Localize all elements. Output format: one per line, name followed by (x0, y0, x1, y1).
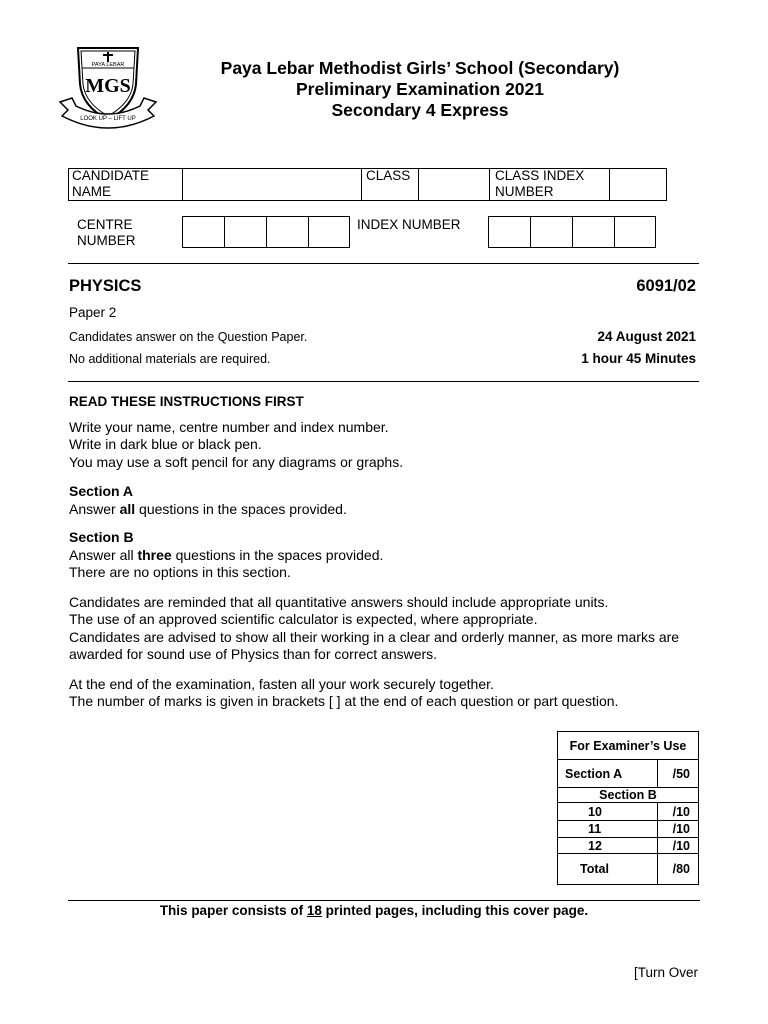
page-count: 18 (306, 903, 322, 918)
section-b-text: Answer all three questions in the spaces provided. (69, 546, 384, 563)
question-marks: /10 (658, 821, 699, 838)
crest-banner-text: PAYA LEBAR (91, 62, 125, 68)
section-a-title: Section A (69, 483, 134, 499)
question-marks: /10 (658, 838, 699, 854)
instruction-line: You may use a soft pencil for any diagrams or graphs. (69, 453, 404, 470)
rule-top (68, 263, 699, 264)
total-label: Total (558, 854, 658, 885)
class-index-label: CLASS INDEX NUMBER (495, 168, 585, 199)
level-title: Secondary 4 Express (331, 100, 509, 120)
section-b-note: There are no options in this section. (69, 564, 291, 580)
paper-number: Paper 2 (69, 305, 117, 320)
examiner-use-table (557, 731, 699, 885)
section-a-marks: /50 (658, 760, 699, 788)
footer-rule (68, 900, 700, 901)
instruction-line: Write your name, centre number and index number. (69, 418, 389, 435)
question-number: 11 (558, 821, 658, 838)
instruction-line: awarded for sound use of Physics than for correct answers. (69, 646, 438, 662)
exam-date: 24 August 2021 (597, 329, 696, 344)
rule-bottom (68, 381, 699, 382)
crest-monogram: MGS (85, 75, 131, 97)
page-count-note: This paper consists of 18 printed pages, including this cover page. (159, 903, 589, 918)
class-index-field[interactable] (610, 169, 666, 200)
candidate-name-label: CANDIDATE NAME (72, 168, 150, 199)
turn-over-note: [Turn Over (633, 965, 698, 980)
total-marks: /80 (658, 854, 699, 885)
section-a-label: Section A (558, 760, 658, 788)
divider (266, 216, 267, 248)
instructions-heading: READ THESE INSTRUCTIONS FIRST (69, 394, 304, 409)
instruction-line: At the end of the examination, fasten all your work securely together. (69, 675, 494, 692)
instruction-line: Candidates are reminded that all quantitative answers should include appropriate units. (69, 593, 609, 610)
instructions (69, 393, 709, 711)
subject-code: 6091/02 (636, 277, 696, 295)
section-b-title: Section B (69, 529, 134, 545)
candidate-name-field[interactable] (183, 169, 361, 200)
divider (308, 216, 309, 248)
divider (224, 216, 225, 248)
materials-note: No additional materials are required. (69, 352, 271, 366)
divider (614, 216, 615, 248)
centre-number-label: CENTRE NUMBER (77, 217, 136, 248)
answer-note: Candidates answer on the Question Paper. (69, 330, 308, 344)
divider (530, 216, 531, 248)
section-a-text: Answer all questions in the spaces provided. (69, 500, 347, 517)
class-label: CLASS (366, 168, 411, 183)
exam-duration: 1 hour 45 Minutes (581, 351, 696, 366)
index-number-label: INDEX NUMBER (357, 217, 461, 232)
instruction-line: Candidates are advised to show all their working in a clear and orderly manner, as more marks are (69, 628, 680, 645)
school-crest-logo (56, 40, 160, 132)
crest-ribbon-motto: LOOK UP – LIFT UP (80, 116, 136, 122)
question-marks: /10 (658, 803, 699, 821)
exam-title: Preliminary Examination 2021 (295, 79, 545, 99)
question-number: 12 (558, 838, 658, 854)
instruction-line: The use of an approved scientific calculator is expected, where appropriate. (69, 611, 538, 627)
school-name: Paya Lebar Methodist Girls’ School (Secondary) (220, 58, 620, 78)
class-field[interactable] (419, 169, 489, 200)
subject-name: PHYSICS (69, 277, 142, 295)
divider (572, 216, 573, 248)
divider (361, 168, 362, 201)
section-b-label: Section B (558, 788, 699, 803)
examiner-title: For Examiner’s Use (558, 732, 699, 760)
instruction-line: The number of marks is given in brackets [ ] at the end of each question or part question. (69, 693, 619, 709)
divider (489, 168, 490, 201)
instruction-line: Write in dark blue or black pen. (69, 436, 262, 452)
question-number: 10 (558, 803, 658, 821)
